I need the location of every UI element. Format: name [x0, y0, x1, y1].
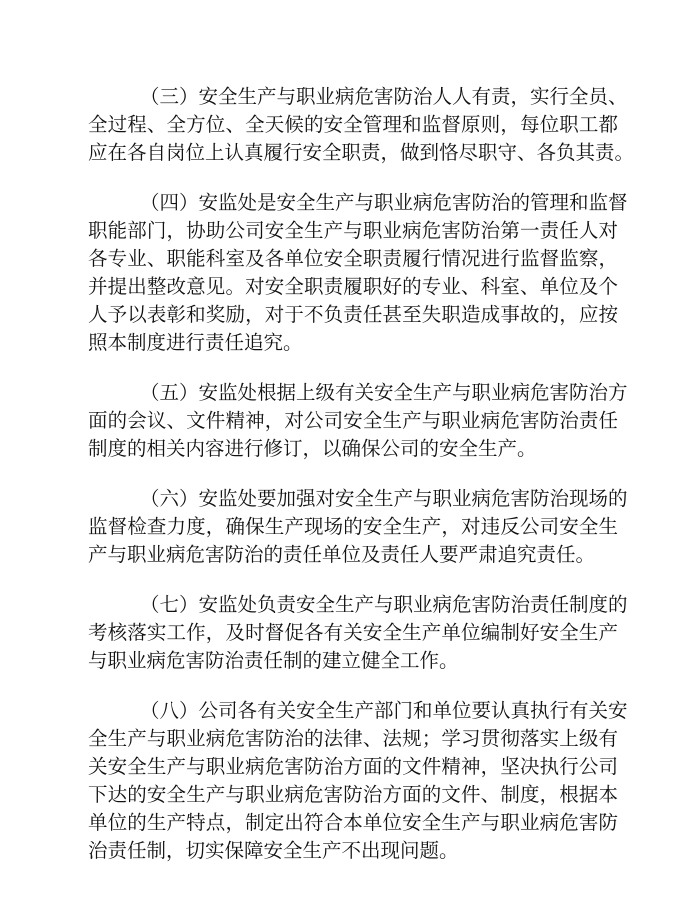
text-line: 并提出整改意见。对安全职责履职好的专业、科室、单位及个: [88, 275, 618, 298]
text-line: （三）安全生产与职业病危害防治人人有责，实行全员、: [140, 85, 628, 108]
paragraph-7: [88, 591, 628, 675]
text-line: 人予以表彰和奖励，对于不负责任甚至失职造成事故的，应按: [88, 303, 618, 326]
paragraph-5: [88, 379, 628, 463]
text-line: （四）安监处是安全生产与职业病危害防治的管理和监督: [140, 191, 628, 214]
text-line: 应在各自岗位上认真履行安全职责，做到恪尽职守、各负其责。: [88, 141, 635, 164]
text-line: 各专业、职能科室及各单位安全职责履行情况进行监督监察，: [88, 247, 618, 270]
text-line: 治责任制，切实保障安全生产不出现问题。: [88, 839, 459, 862]
paragraph-3: [88, 83, 635, 167]
text-line: 全生产与职业病危害防治的法律、法规；学习贯彻落实上级有: [88, 727, 618, 750]
text-line: 与职业病危害防治责任制的建立健全工作。: [88, 649, 459, 672]
text-line: 面的会议、文件精神，对公司安全生产与职业病危害防治责任: [88, 409, 618, 432]
text-line: 照本制度进行责任追究。: [88, 331, 303, 354]
paragraph-8: [88, 697, 628, 865]
text-line: 全过程、全方位、全天候的安全管理和监督原则，每位职工都: [88, 113, 618, 136]
text-line: （八）公司各有关安全生产部门和单位要认真执行有关安: [140, 699, 628, 722]
paragraph-4: [88, 189, 628, 357]
text-line: （七）安监处负责安全生产与职业病危害防治责任制度的: [140, 593, 628, 616]
text-line: 产与职业病危害防治的责任单位及责任人要严肃追究责任。: [88, 543, 596, 566]
text-line: 下达的安全生产与职业病危害防治方面的文件、制度，根据本: [88, 783, 618, 806]
text-line: （五）安监处根据上级有关安全生产与职业病危害防治方: [140, 381, 628, 404]
text-line: 职能部门，协助公司安全生产与职业病危害防治第一责任人对: [88, 219, 618, 242]
text-line: 关安全生产与职业病危害防治方面的文件精神，坚决执行公司: [88, 755, 618, 778]
paragraph-6: [88, 485, 628, 569]
text-line: 制度的相关内容进行修订，以确保公司的安全生产。: [88, 437, 537, 460]
text-line: 考核落实工作，及时督促各有关安全生产单位编制好安全生产: [88, 621, 618, 644]
text-line: （六）安监处要加强对安全生产与职业病危害防治现场的: [140, 487, 628, 510]
text-line: 监督检查力度，确保生产现场的安全生产，对违反公司安全生: [88, 515, 618, 538]
text-line: 单位的生产特点，制定出符合本单位安全生产与职业病危害防: [88, 811, 618, 834]
